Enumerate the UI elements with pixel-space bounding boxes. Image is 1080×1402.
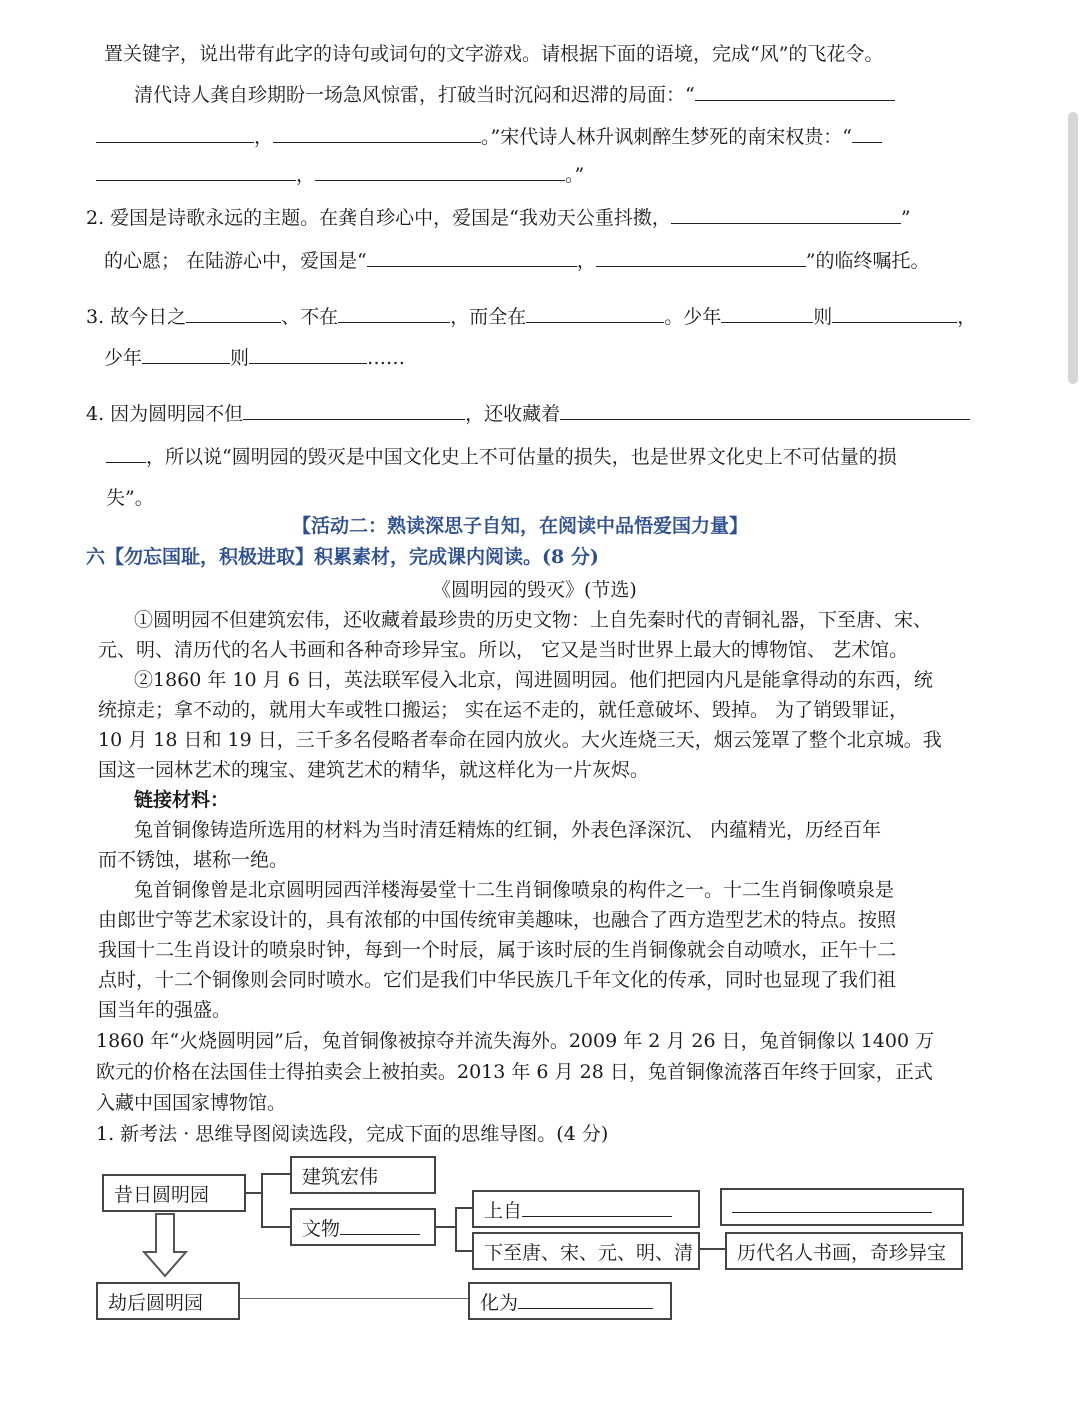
- link-p2-line: 点时，十二个铜像则会同时喷水。它们是我们中华民族几千年文化的传承，同时也显现了我们祖: [98, 969, 897, 991]
- link-p1-line: 兔首铜像铸造所选用的材料为当时清廷精炼的红铜，外表色泽深沉、 内蕴精光，历经百年: [134, 819, 882, 841]
- mindmap-past-node: 昔日圆明园: [102, 1174, 246, 1212]
- blank[interactable]: [518, 1290, 653, 1309]
- connector: [455, 1250, 472, 1252]
- q1-line3: ， 。”宋代诗人林升讽刺醉生梦死的南宋权贵：“: [96, 124, 882, 149]
- q4-line3: 失”。: [106, 487, 154, 509]
- scrollbar[interactable]: [1068, 112, 1078, 384]
- q3-line1: 3. 故今日之 、不在 ，而全在 。少年 则 ，: [86, 306, 977, 328]
- link-p2-line: 由郎世宁等艺术家设计的，具有浓郁的中国传统审美趣味，也融合了西方造型艺术的特点。按照: [98, 909, 897, 931]
- q1-line2: 清代诗人龚自珍期盼一场急风惊雷，打破当时沉闷和迟滞的局面：“: [134, 82, 895, 107]
- mindmap-famous-node: 历代名人书画，奇珍异宝: [725, 1232, 963, 1270]
- blank[interactable]: [695, 82, 895, 101]
- passage-p2-line: 统掠走；拿不动的，就用大车或牲口搬运； 实在运不走的，就任意破坏、毁掉。 为了销毁罪证，: [98, 699, 909, 721]
- mindmap-after-node: 劫后圆明园: [96, 1282, 240, 1320]
- blank[interactable]: [315, 162, 565, 181]
- q1-line4: ， 。”: [96, 162, 584, 187]
- blank[interactable]: [526, 304, 664, 323]
- blank[interactable]: [522, 1198, 672, 1217]
- mindmap-answer-node: [720, 1188, 964, 1226]
- link-p2-line: 我国十二生肖设计的喷泉时钟，每到一个时辰，属于该时辰的生肖铜像就会自动喷水，正午十二: [98, 939, 897, 961]
- down-arrow-icon: [140, 1212, 190, 1280]
- blank[interactable]: [96, 162, 296, 181]
- passage-title: 《圆明园的毁灭》(节选): [432, 579, 637, 601]
- blank[interactable]: [560, 401, 970, 420]
- blank[interactable]: [186, 304, 281, 323]
- connector: [261, 1173, 290, 1175]
- blank[interactable]: [96, 124, 254, 143]
- blank[interactable]: [367, 248, 577, 267]
- blank[interactable]: [340, 1216, 420, 1235]
- blank[interactable]: [338, 304, 450, 323]
- blank[interactable]: [852, 124, 882, 143]
- activity2-heading: 【活动二：熟读深思子自知，在阅读中品悟爱国力量】: [292, 515, 749, 537]
- connector: [240, 1298, 468, 1299]
- q1-line1: 置关键字，说出带有此字的诗句或词句的文字游戏。请根据下面的语境，完成“风”的飞花令。: [104, 43, 884, 65]
- link-p1-line: 而不锈蚀，堪称一绝。: [98, 849, 289, 871]
- passage-p2-line: ②1860 年 10 月 6 日，英法联军侵入北京，闯进圆明园。他们把园内凡是能拿得动的东西，统: [134, 669, 933, 691]
- blank[interactable]: [671, 205, 901, 224]
- q3-line2: 少年 则 ……: [104, 347, 406, 369]
- q2-line2: 的心愿； 在陆游心中，爱国是“ ， ”的临终嘱托。: [104, 250, 930, 272]
- connector: [244, 1192, 262, 1194]
- link-p3-line: 欧元的价格在法国佳士得拍卖会上被拍卖。2013 年 6 月 28 日，兔首铜像流落百年终于回家，正式: [96, 1061, 933, 1083]
- blank[interactable]: [142, 345, 230, 364]
- connector: [455, 1207, 457, 1251]
- blank[interactable]: [832, 304, 957, 323]
- mindmap-shangzi-node: 上自: [472, 1190, 700, 1228]
- link-title: 链接材料：: [134, 789, 230, 811]
- mindmap-architecture-node: 建筑宏伟: [290, 1156, 436, 1194]
- passage-p2-line: 国这一园林艺术的瑰宝、建筑艺术的精华，就这样化为一片灰烬。: [98, 759, 650, 781]
- connector: [434, 1226, 456, 1228]
- passage-p2-line: 10 月 18 日和 19 日，三千多名侵略者奉命在园内放火。大火连烧三天，烟云笼罩了整个北京城。我: [98, 729, 942, 751]
- passage-p1-line: ①圆明园不但建筑宏伟，还收藏着最珍贵的历史文物：上自先秦时代的青铜礼器，下至唐、宋、: [134, 609, 933, 631]
- link-p2-line: 国当年的强盛。: [98, 999, 232, 1021]
- blank[interactable]: [721, 304, 813, 323]
- blank[interactable]: [596, 248, 806, 267]
- mindmap-relics-node: 文物: [290, 1208, 436, 1246]
- mindmap-xiazhi-node: 下至唐、宋、元、明、清: [472, 1232, 700, 1270]
- passage-p1-line: 元、明、清历代的名人书画和各种奇珍异宝。所以， 它又是当时世界上最大的博物馆、 艺术馆。: [98, 639, 909, 661]
- connector: [261, 1226, 290, 1228]
- blank[interactable]: [273, 124, 481, 143]
- reading-question-1: 1. 新考法 · 思维导图阅读选段，完成下面的思维导图。(4 分): [96, 1123, 609, 1145]
- link-p3-line: 入藏中国国家博物馆。: [96, 1092, 287, 1114]
- link-p2-line: 兔首铜像曾是北京圆明园西洋楼海晏堂十二生肖铜像喷泉的构件之一。十二生肖铜像喷泉是: [134, 879, 895, 901]
- blank[interactable]: [732, 1194, 932, 1213]
- connector: [261, 1173, 263, 1227]
- q4-line1: 4. 因为圆明园不但 ，还收藏着: [86, 401, 970, 426]
- connector: [455, 1207, 472, 1209]
- connector: [698, 1248, 725, 1250]
- link-p3-line: 1860 年“火烧圆明园”后，兔首铜像被掠夺并流失海外。2009 年 2 月 26 日，兔首铜像以 1400 万: [96, 1030, 935, 1052]
- blank[interactable]: [249, 345, 367, 364]
- q4-line2: ，所以说“圆明园的毁灭是中国文化史上不可估量的损失，也是世界文化史上不可估量的损: [106, 444, 897, 469]
- q2-line1: 2. 爱国是诗歌永远的主题。在龚自珍心中，爱国是“我劝天公重抖擞， ”: [86, 207, 911, 229]
- blank[interactable]: [106, 444, 146, 463]
- section6-heading: 六【勿忘国耻，积极进取】积累素材，完成课内阅读。(8 分): [86, 546, 599, 568]
- mindmap-huawei-node: 化为: [468, 1282, 672, 1320]
- blank[interactable]: [243, 401, 465, 420]
